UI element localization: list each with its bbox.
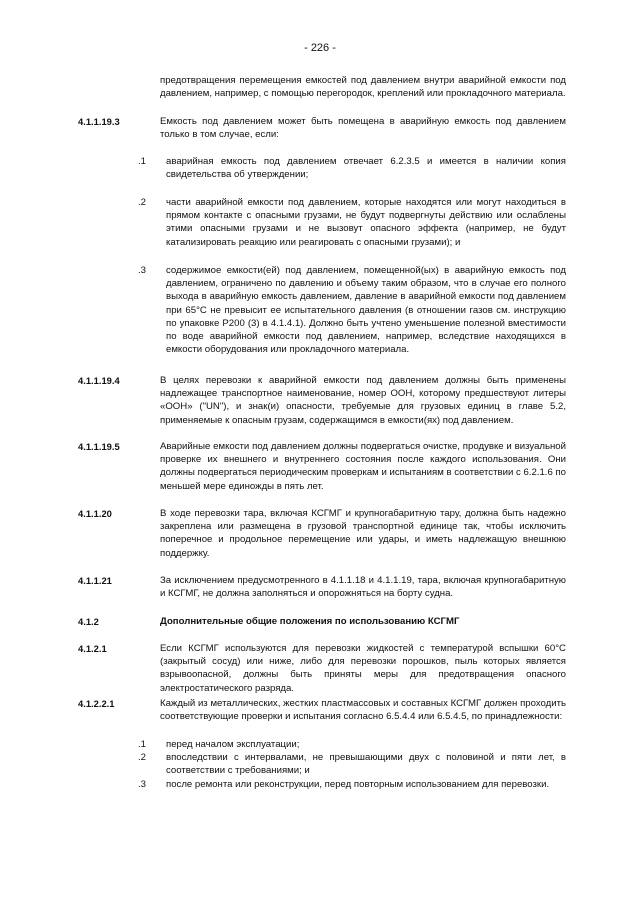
list-item <box>138 196 566 249</box>
list-item-marker: .1 <box>138 739 147 750</box>
section-text: Аварийные емкости под давлением должны подвергаться очистке, продувке и визуальной проверке их внешнего и внутреннего состояния после каждого использования. Они должны подвергаться периодическим проверкам и испытаниям в соответствии с 6.2.1.6 по меньшей мере единожды в пять лет. <box>160 441 566 492</box>
section-heading: Дополнительные общие положения по использованию КСГМГ <box>160 616 460 627</box>
section-4-1-2 <box>78 615 566 628</box>
section-text: В ходе перевозки тара, включая КСГМГ и крупногабаритную тару, должна быть надежно закреплена или размещена в грузовой транспортной единице так, чтобы исключить поперечное и продольное перемещение или удары, и иметь надлежащую внешнюю поддержку. <box>160 508 566 559</box>
list-item <box>138 738 566 751</box>
list-item <box>138 751 566 777</box>
list-item <box>138 778 566 791</box>
list-item-marker: .3 <box>138 778 147 790</box>
section-number: 4.1.1.19.4 <box>78 375 120 386</box>
section-4-1-1-20 <box>78 507 566 560</box>
section-text: За исключением предусмотренного в 4.1.1.18 и 4.1.1.19, тара, включая крупногабаритную и КСГМГ, не должна заполняться и опорожняться на борту судна. <box>160 575 566 600</box>
continuation-text: предотвращения перемещения емкостей под давлением внутри аварийной емкости под давлением, например, с помощью перегородок, креплений или прокладочного материала. <box>160 75 566 100</box>
list-item <box>138 264 566 356</box>
continuation-paragraph <box>78 74 566 100</box>
section-text: В целях перевозки к аварийной емкости под давлением должны быть применены надлежащее транспортное наименование, номер ООН, которому предшествуют литеры «ООН» ("UN"), и знак(и) опасности, требуемые для грузовых единиц в главе 5.2, применяемые к опасным грузам, содержащимся в емкости(ях) под давлением. <box>160 375 566 426</box>
section-number: 4.1.2 <box>78 616 99 627</box>
inspection-list <box>138 738 566 791</box>
section-number: 4.1.1.20 <box>78 508 112 519</box>
list-item-marker: .2 <box>138 197 147 208</box>
section-text: Если КСГМГ используются для перевозки жидкостей с температурой вспышки 60°C (закрытый сосуд) или ниже, либо для перевозки порошков, пыль которых является взрывоопасной, должны быть приняты меры для предотвращения опасного электростатического разряда. <box>160 643 566 694</box>
section-number: 4.1.2.1 <box>78 643 107 654</box>
list-item-marker: .2 <box>138 752 147 764</box>
section-4-1-1-19-5 <box>78 440 566 493</box>
section-number: 4.1.1.19.5 <box>78 441 120 452</box>
list-item-text: перед началом эксплуатации; <box>166 739 300 750</box>
list-item-marker: .3 <box>138 265 147 276</box>
section-number: 4.1.2.2.1 <box>78 698 115 709</box>
section-4-1-2-1 <box>78 642 566 695</box>
list-item-text: после ремонта или реконструкции, перед повторным использованием для перевозки. <box>166 778 550 790</box>
list-item-text: содержимое емкости(ей) под давлением, помещенной(ых) в аварийную емкость под давлением, ограничено по давлению и объему таким образом, что в случае его полного выхода в аварийную емкость давлением, давление в аварийной емкости под давлением при 65°C не превысит ее испытательного давления (в отношении газов см. инструкцию по упаковке P200 (3) в 4.1.4.1). Должно быть учтено уменьшение полезной вместимости по воде аварийной емкости под давлением, например, вследствие находящихся в емкости оборудования или прокладочного материала. <box>166 265 566 356</box>
section-4-1-1-21 <box>78 574 566 600</box>
list-item-text: впоследствии с интервалами, не превышающими двух с половиной и пяти лет, в соответствии с требованиями; и <box>166 752 566 777</box>
section-number: 4.1.1.21 <box>78 575 112 586</box>
section-4-1-1-19-3 <box>78 115 566 141</box>
section-number: 4.1.1.19.3 <box>78 116 120 127</box>
list-item-text: части аварийной емкости под давлением, которые находятся или могут находиться в прямом контакте с опасными грузами, не будут подвергнуты действию или ослаблены этими опасными грузами и не вызовут опасного эффекта (например, не будут катализировать реакцию или реагировать с опасными грузами); и <box>166 197 566 248</box>
section-text: Емкость под давлением может быть помещена в аварийную емкость под давлением только в том случае, если: <box>160 116 566 141</box>
list-item-text: аварийная емкость под давлением отвечает 6.2.3.5 и имеется в наличии копия свидетельства об утверждении; <box>166 156 566 181</box>
list-item <box>138 155 566 181</box>
page-number: - 226 - <box>304 42 336 54</box>
section-text: Каждый из металлических, жестких пластмассовых и составных КСГМГ должен проходить соответствующие проверки и испытания согласно 6.5.4.4 или 6.5.4.5, по принадлежности: <box>160 698 566 723</box>
list-item-marker: .1 <box>138 156 147 167</box>
section-4-1-1-19-4 <box>78 374 566 427</box>
section-4-1-2-2-1 <box>78 697 566 723</box>
